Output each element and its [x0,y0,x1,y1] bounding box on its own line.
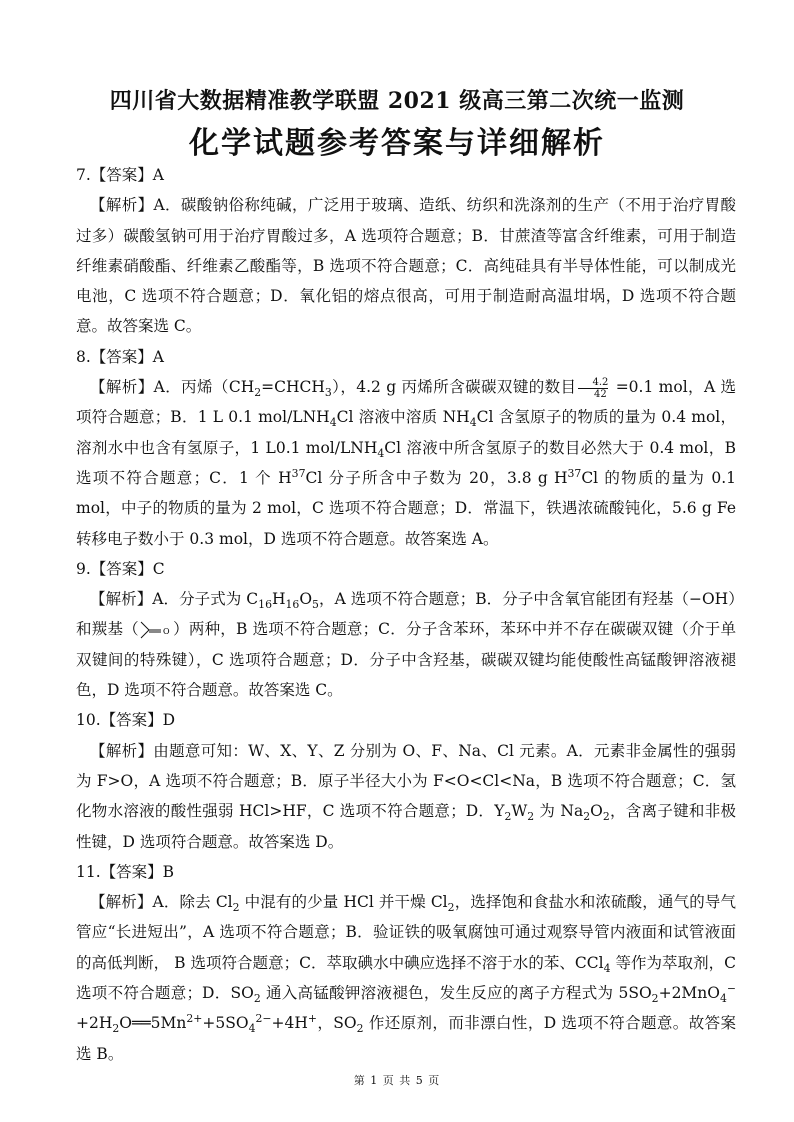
q9-answer: 9.【答案】C [76,559,165,578]
q10-answer: 10.【答案】D [76,711,176,730]
mass-ratio-fraction: $\frac{4.2}{42}$ [578,377,608,400]
q8-explanation: 【解析】A．丙烯$(CH_2=CHCH_3)$，4.2 g 丙烯所含碳碳双键的数目 $\frac{4.2}{42}$ =0.1 mol，A 选项符合题意；B．1 L 0.1 mol/$LNH_4Cl$ 溶液中溶质 $NH_4Cl$ 含氢原子的物质的量为 0.4 mol，溶剂水中也含有氢原子，1 L0.1 mol/$LNH_4Cl$ 溶液中所含氢原子的数目必然大于 0.4 mol，B 选项不符合题意；C．1 个 $H^{37}Cl$ 分子所含中子数为 20，3.8 g $H^{37}Cl$ 的物质的量为 0.1 mol，中子的物质的量为 2 mol，C 选项不符合题意；D．常温下，铁遇浓硫酸钝化，5.6 g Fe 转移电子数小于 0.3 mol，D 选项不符合题意。故答案选 A。 [76,376,737,548]
carbonyl-structure-icon [139,619,173,641]
q7-answer: 7.【答案】A [76,166,164,184]
page-number: 第 1 页 共 5 页 [353,1074,441,1087]
answer-key-title: 化学试题参考答案与详细解析 [189,126,605,161]
q11-answer: 11.【答案】B [76,862,175,881]
q10-explanation: 【解析】由题意可知：W、X、Y、Z 分别为 O、F、Na、Cl 元素。A．元素非金属性的强弱为 F>O，A 选项不符合题意；B．原子半径大小为 F<O<Cl<Na，B 选项不符合题意；C．氢化物水溶液的酸性强弱 HCl>HF，C 选项不符合题意；D．$Y_2W_2$ 为 $Na_2O_2$，含离子键和非极性键，D 选项符合题意。故答案选 D。 [76,741,736,851]
q7-explanation: 【解析】A．碳酸钠俗称纯碱，广泛用于玻璃、造纸、纺织和洗涤剂的生产（不用于治疗胃酸过多）碳酸氢钠可用于治疗胃酸过多，A 选项符合题意；B．甘蔗渣等富含纤维素，可用于制造纤维素硝酸酯、纤维素乙酸酯等，B 选项不符合题意；C．高纯硅具有半导体性能，可以制成光电池，C 选项不符合题意；D．氧化铝的熔点很高，可用于制造耐高温坩埚，D 选项不符合题意。故答案选 C。 [76,196,736,336]
q9-explanation: 【解析】A．分子式为 $C_{16}H_{16}O_5$，A 选项不符合题意；B．分子中含氧官能团有羟基（−OH）和羰基（ O ）两种，B 选项不符合题意；C．分子含苯环，苯环中并不存在碳碳双键（介于单双键间的特殊键），C 选项符合题意；D．分子中含羟基，碳碳双键均能使酸性高锰酸钾溶液褪色，D 选项不符合题意。故答案选 C。 [76,590,736,700]
q8-answer: 8.【答案】A [76,347,164,366]
svg-text:O: O [162,627,170,637]
exam-title: 四川省大数据精准教学联盟 2021 级高三第二次统一监测 [109,88,685,114]
answer-body [76,160,736,1069]
q11-explanation: 【解析】A．除去 $Cl_2$ 中混有的少量 HCl 并干燥 $Cl_2$，选择饱和食盐水和浓硫酸，通气的导气管应“长进短出”，A 选项不符合题意；B．验证铁的吸氧腐蚀可通过观察导管内液面和试管液面的高低判断， B 选项符合题意；C．萃取碘水中碘应选择不溶于水的苯、CCl$_4$ 等作为萃取剂，C 选项不符合题意；D．$SO_2$ 通入高锰酸钾溶液褪色，发生反应的离子方程式为 $5SO_2+2MnO_4^-+2H_2O══5Mn^{2+}+5SO_4^{2-}+4H^+$，$SO_2$ 作还原剂，而非漂白性，D 选项不符合题意。故答案选 B。 [76,893,736,1063]
